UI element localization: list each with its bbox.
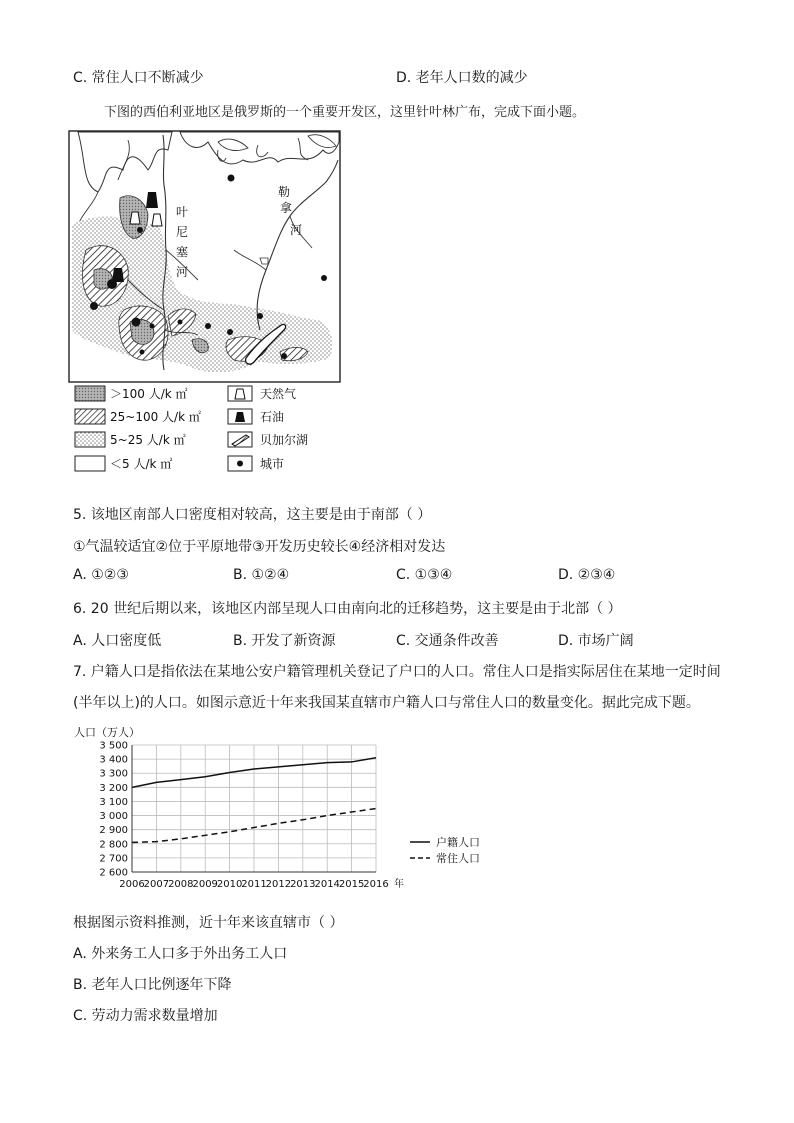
lena-label-1: 勒 <box>278 185 291 199</box>
city-icon <box>321 275 327 281</box>
legend-label-lake: 贝加尔湖 <box>260 433 309 447</box>
yenisei-label-2: 尼 <box>176 225 189 239</box>
chart-y-tick: 3 500 <box>99 740 128 752</box>
chart-x-tick: 2016 <box>363 879 389 890</box>
q4-option-d: D. 老年人口数的减少 <box>396 70 528 86</box>
q6-option-a: A. 人口密度低 <box>73 633 162 649</box>
chart-x-tick: 2007 <box>143 879 170 890</box>
chart-y-tick: 2 600 <box>99 867 128 879</box>
city-icon <box>150 324 155 329</box>
chart-y-tick: 3 400 <box>99 754 128 766</box>
city-icon <box>281 353 287 359</box>
legend-label-dots: 5~25 人/k ㎡ <box>110 433 186 447</box>
q4-option-c: C. 常住人口不断减少 <box>73 70 204 86</box>
chart-y-tick: 3 200 <box>99 782 128 794</box>
q5-option-a: A. ①②③ <box>73 567 129 583</box>
chart-x-tick: 2010 <box>216 879 243 890</box>
city-icon <box>257 313 263 319</box>
chart-y-tick: 2 700 <box>99 853 128 865</box>
legend-label-dense: ＞100 人/k ㎡ <box>110 387 188 401</box>
chart-y-tick: 2 800 <box>99 839 128 851</box>
city-icon <box>140 350 145 355</box>
chart-x-tick: 2006 <box>119 879 145 890</box>
q7-option-b: B. 老年人口比例逐年下降 <box>73 977 232 993</box>
q7-question: 根据图示资料推测，近十年来该直辖市（ ） <box>73 915 344 931</box>
chart-y-tick: 3 000 <box>99 811 128 823</box>
city-icon <box>90 302 98 310</box>
lena-label-3: 河 <box>290 223 303 237</box>
yenisei-label-3: 塞 <box>176 245 189 259</box>
legend-label-blank: ＜5 人/k ㎡ <box>110 457 173 471</box>
yenisei-label-1: 叶 <box>176 205 189 219</box>
yenisei-label-4: 河 <box>176 265 189 279</box>
chart-x-tick: 2009 <box>192 879 218 890</box>
city-icon <box>237 461 243 467</box>
legend-label-hatch: 25~100 人/k ㎡ <box>110 410 201 424</box>
chart-x-tick: 2012 <box>265 879 292 890</box>
city-icon <box>107 279 117 289</box>
population-chart <box>72 722 512 898</box>
passage-intro: 下图的西伯利亚地区是俄罗斯的一个重要开发区，这里针叶林广布，完成下面小题。 <box>104 105 586 120</box>
legend-label-city: 城市 <box>260 457 285 471</box>
legend-swatch-dense <box>75 386 105 401</box>
city-icon <box>227 329 233 335</box>
q6-option-b: B. 开发了新资源 <box>233 633 336 649</box>
q5-option-d: D. ②③④ <box>558 567 616 583</box>
q6-stem: 6. 20 世纪后期以来，该地区内部呈现人口由南向北的迁移趋势，这主要是由于北部（ ） <box>73 601 622 617</box>
city-icon <box>205 323 211 329</box>
q5-option-c: C. ①③④ <box>396 567 453 583</box>
oil-icon <box>146 192 158 208</box>
q6-option-d: D. 市场广阔 <box>558 633 634 649</box>
lena-label-2: 拿 <box>280 201 293 215</box>
chart-y-tick: 3 300 <box>99 768 128 780</box>
city-icon <box>178 320 183 325</box>
city-icon <box>132 318 141 327</box>
chart-y-tick: 2 900 <box>99 825 128 837</box>
chart-x-tick: 2014 <box>314 879 340 890</box>
q5-stem: 5. 该地区南部人口密度相对较高，这主要是由于南部（ ） <box>73 507 432 523</box>
gas-icon <box>152 214 162 226</box>
chart-x-unit: 年 <box>394 879 404 890</box>
siberia-map <box>68 130 344 386</box>
legend-label-huji: 户籍人口 <box>436 836 480 849</box>
q5-option-b: B. ①②④ <box>233 567 290 583</box>
q7-option-a: A. 外来务工人口多于外出务工人口 <box>73 946 288 962</box>
city-icon <box>228 175 235 182</box>
legend-swatch-blank <box>75 456 105 471</box>
q6-option-c: C. 交通条件改善 <box>396 633 499 649</box>
q7-line-1: 7. 户籍人口是指依法在某地公安户籍管理机关登记了户口的人口。常住人口是指实际居住在某地一定时间 <box>73 664 721 680</box>
q7-option-c: C. 劳动力需求数量增加 <box>73 1008 218 1024</box>
legend-swatch-hatch <box>75 409 105 424</box>
chart-x-tick: 2008 <box>168 879 194 890</box>
chart-x-tick: 2011 <box>241 879 267 890</box>
chart-y-tick: 3 100 <box>99 796 128 808</box>
legend-swatch-dots <box>75 432 105 447</box>
gas-icon <box>235 389 245 399</box>
legend-label-changzhu: 常住人口 <box>436 852 480 865</box>
city-icon <box>137 227 143 233</box>
legend-label-gas: 天然气 <box>260 387 297 401</box>
chart-x-tick: 2013 <box>290 879 316 890</box>
map-legend <box>72 384 352 476</box>
q7-line-2: (半年以上)的人口。如图示意近十年来我国某直辖市户籍人口与常住人口的数量变化。据此完成下题。 <box>73 695 700 711</box>
legend-label-oil: 石油 <box>260 410 285 424</box>
chart-x-tick: 2015 <box>338 879 365 890</box>
chart-y-label: 人口（万人） <box>74 726 140 739</box>
gas-icon <box>130 212 140 224</box>
q5-factors: ①气温较适宜②位于平原地带③开发历史较长④经济相对发达 <box>73 539 446 555</box>
